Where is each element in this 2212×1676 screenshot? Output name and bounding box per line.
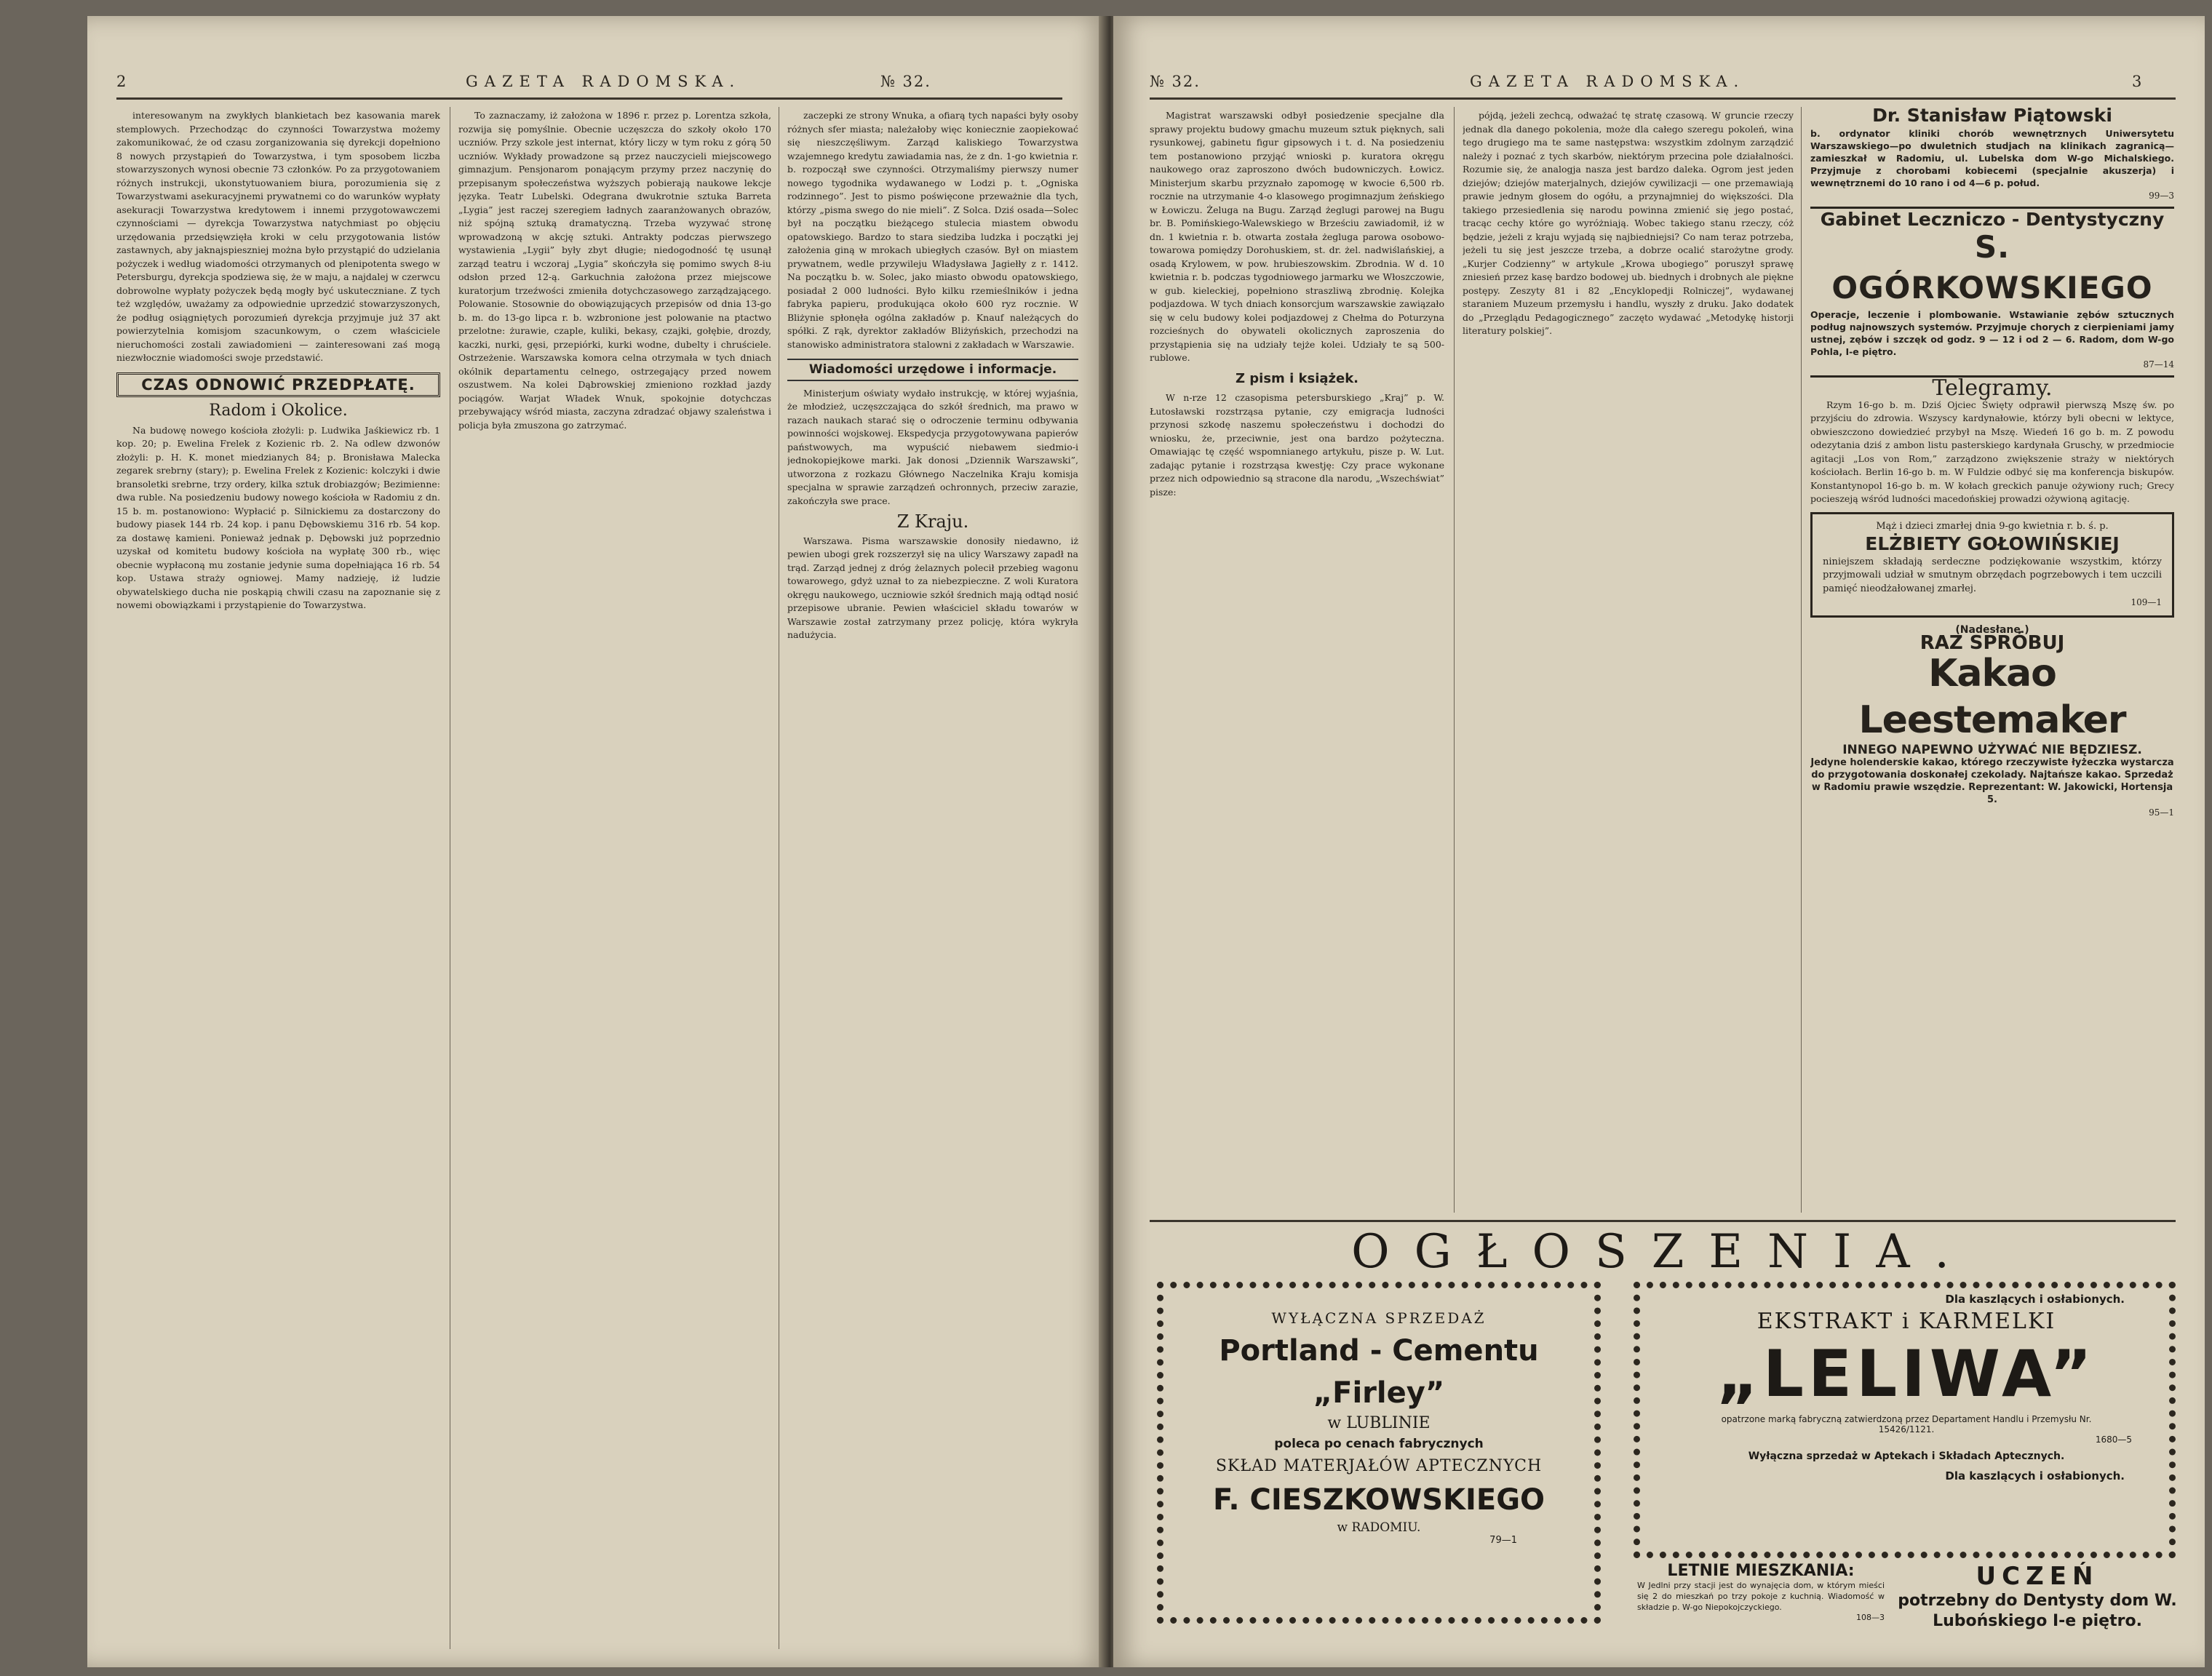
ad-kakao-text: Jedyne holenderskie kakao, którego rzeczywiste łyżeczka wystarcza do przygotowania doskonałej czekolady. Najtańsze kakao. Sprzedaż w Radomiu prawie wszędzie. Reprezentant: W. Jakowicki, Hortensja 5.	[1810, 757, 2174, 805]
ad-portland-city2: w RADOMIU.	[1337, 1520, 1421, 1535]
ad-portland-name: Portland - Cementu „Firley”	[1219, 1334, 1539, 1410]
ad-leliwa-line: EKSTRAKT i KARMELKI	[1757, 1309, 2056, 1334]
ad-kakao-top: (Nadesłane.)	[1955, 623, 2029, 636]
ad-dentist-text: Operacje, leczenie i plombowanie. Wstawianie zębów sztucznych podług najnowszych systemów. Przyjmuje chorych z cierpieniami jamy ustnej, zębów i szczęk od godz. 9 — 12 i od 2 — 6. Radom, dom W-go Pohla, I-e piętro.	[1810, 308, 2174, 357]
column-rule	[1454, 107, 1455, 1213]
page-number: 3	[2132, 73, 2142, 90]
section-heading: Z Kraju.	[896, 511, 969, 532]
article-text: To zaznaczamy, iż założona w 1896 r. przez p. Lorentza szkoła, rozwija się pomyślnie. Obecnie uczęszcza do szkoły około 170 uczniów. Przy szkole jest internat, który liczy w tym roku z górą 50 uczniów. Wykłady prowadzone są przez nauczycieli miejscowego gimnazjum. Pensjonarom ponającym przymy przez naczynię do przepisanym społeczeństwa wyższych pobierają naukowe lekcje języka. Teatr Lubelski. Odegrana dwukrotnie sztuka Barreta „Lygia” jest raczej szeregiem ładnych zaaranżowanych obrazów, niż spójną sztuką dramatyczną. Trzeba wyzywać stronę wprowadzoną w akcję sztuki. Antrakty podczas pierwszego wystawienia „Lygii” były zbyt długie; niedogodność tę usunął zarząd teatru i wczoraj „Lygia” skończyła się pomimo swych 8-iu odsłon przed 12-ą. Garkuchnia założona przez miejscowe kuratorjum trzeźwości zmieniła dotychczasowego zarządzającego. Polowanie. Stosownie do obowiązujących przepisów od dnia 13-go b. m. do 13-go lipca r. b. wzbronione jest polowanie na ptactwo przelotne: żurawie, czaple, kuliki, bekasy, czajki, gołębie, drozdy, kaczki, nurki, gęsi, przepiórki, kurki wodne, dubelty i chruściele. Ostrzeżenie. Warszawska komora celna otrzymała w tych dniach okólnik departamentu celnego, ostrzegający przed nowem oszustwem. Na kolei Dąbrowskiej zmieniono rozkład jazdy pociągów. Warjat Władek Wnuk, spokojnie dotychczas przebywający wśród miasta, zaczyna zdradzać objawy szaleństwa i policja była zmuszona go zatrzymać.	[458, 110, 771, 431]
ad-portland-line2: poleca po cenach fabrycznych	[1274, 1437, 1484, 1451]
issue-number: № 32.	[880, 73, 931, 90]
ad-dentist-name: S. OGÓRKOWSKIEGO	[1831, 228, 2153, 306]
article-text: Rzym 16-go b. m. Dziś Ojciec Święty odprawił pierwszą Mszę św. po przyjściu do zdrowia. Wszyscy kardynałowie, którzy byli obecni w lektyce, obwieszczono dowiedzieć przybył na Mszę. Wiedeń 16 go b. m. Z powodu odezytania dziś z ambon listu pasterskiego kardynała Gruschy, w przedmiocie agitacji „Los von Rom,” zarządzono zwiększenie straży w niektórych kościołach. Berlin 16-go b. m. W Fuldzie odbyć się ma konferencja biskupów. Konstantynopol 16-go b. m. W kołach greckich panuje ożywiony ruch; Grecy pocieszeją wśród ludności macedońskiej prowadzi ożywioną agitację.	[1810, 399, 2174, 504]
ad-code: 1680—5	[2095, 1434, 2132, 1445]
ad-portland-line: WYŁĄCZNA SPRZEDAŻ	[1271, 1309, 1487, 1327]
ad-kakao-line: INNEGO NAPEWNO UŻYWAĆ NIE BĘDZIESZ.	[1842, 742, 2142, 757]
issue-number: № 32.	[1150, 73, 1201, 90]
header-rule	[1150, 97, 2176, 100]
column-2	[458, 109, 771, 1651]
ad-doctor-text: b. ordynator kliniki chorób wewnętrznych Uniwersytetu Warszawskiego—po dwuletnich studjach na klinikach zagranicą—zamieszkał w Radomiu, ul. Lubelska dom W-go Michalskiego. Przyjmuje z chorobami kobiecemi (specjalnie akuszerja) i wewnętrznemi do 10 rano i od 4—6 p. połud.	[1810, 127, 2174, 188]
ad-portland-city: w LUBLINIE	[1327, 1414, 1431, 1432]
column-3	[787, 109, 1078, 1651]
ad-leliwa-text: opatrzone marką fabryczną zatwierdzoną przez Departament Handlu i Przemysłu Nr. 15426/1121.	[1721, 1414, 2092, 1434]
ad-leliwa-bottom: Dla kaszlących i osłabionych.	[1945, 1469, 2125, 1483]
article-text: Ministerjum oświaty wydało instrukcję, w której wyjaśnia, że młodzież, uczęszczająca do szkół średnich, ma prawo w razach naukach starać się o odroczenie terminu odbywania powinności wojskowej. Ekspedycja przygotowywana papierów państwowych, ma wypuścić niebawem siedmio-i jednokopiejkowe marki. Jak donosi „Dziennik Warszawski”, utworzona z rozkazu Głównego Naczelnika Kraju komisja specjalna w sprawie zarządzeń ochronnych, przeciw zarazie, zakończyła swe prace.	[787, 387, 1078, 506]
article-text: Warszawa. Pisma warszawskie donosiły niedawno, iż pewien ubogi grek rozszerzył się na ulicy Warszawy zapadł na trąd. Zarząd jednej z dróg żelaznych polecił przebieg wagonu towarowego, gdyż uznał to za niebezpieczne. Z woli Kuratora okręgu naukowego, uczniowie szkół średnich mają odtąd nosić przepisowe ubranie. Pewien właściciel składu towarów w Warszawie został zatrzymany przez policję, która wykryła nadużycia.	[787, 535, 1078, 640]
ad-code: 87—14	[2143, 359, 2174, 370]
ad-apprentice-title: UCZEŃ	[1976, 1562, 2099, 1591]
advertisements-heading: OGŁOSZENIA.	[1351, 1225, 1974, 1279]
subscription-banner: CZAS ODNOWIĆ PRZEDPŁATĘ.	[116, 372, 440, 398]
column-2	[1463, 109, 1794, 1215]
column-3	[1810, 106, 2174, 1212]
section-rule	[1150, 1220, 2176, 1222]
article-text: Na budowę nowego kościoła złożyli: p. Ludwika Jaśkiewicz rb. 1 kop. 20; p. Ewelina Frelek z Kozienic rb. 2. Na odlew dzwonów złożyli: p. H. K. monet miedzianych 84; p. Bronisława Malecka zegarek srebrny (stary); p. Ewelina Frelek z Kozienic: kolczyki i dwie bransoletki srebrne, trzy ordery, kilka sztuk drobiazgów; Bezimienne: dwa ruble. Na posiedzeniu budowy nowego kościoła w Radomiu z dn. 15 b. m. postanowiono: Wypłacić p. Silnickiemu za dostarczony do budowy piasek 144 rb. 24 kop. i panu Dębowskiemu 316 rb. 54 kop. za dostawę kamieni. Ponieważ jednak p. Dębowski już poprzednio uzyskał od komitetu budowy kościoła na wypłatę 300 rb., więc obecnie wypłaconą mu zostanie jedynie suma dopełniająca 16 rb. 54 kop. Ustawa straży ogniowej. Mamy nadzieję, iż ludzie obywatelskiego ducha nie poskąpią chwili czasu na zapoznanie się z nowemi obowiązkami i przystąpienie do Towarzystwa.	[116, 424, 440, 610]
left-page	[87, 16, 1106, 1667]
column-1	[116, 109, 440, 1651]
obituary-text: niniejszem składają serdeczne podziękowanie wszystkim, którzy przyjmowali udział w smutnym obrzędach pogrzebowych i tem uczcili pamięć nieodżałowanej zmarłej.	[1823, 556, 2162, 594]
ad-code: 108—3	[1856, 1613, 1885, 1622]
right-page	[1113, 16, 2205, 1667]
ad-doctor-name: Dr. Stanisław Piątowski	[1872, 106, 2112, 126]
ad-apprentice-text: potrzebny do Dentysty dom W. Lubońskiego I-e piętro.	[1898, 1592, 2177, 1630]
ad-summer-title: LETNIE MIESZKANIA:	[1667, 1562, 1855, 1580]
ad-portland-line3: SKŁAD MATERJAŁÓW APTECZNYCH	[1215, 1457, 1543, 1475]
masthead: GAZETA RADOMSKA.	[466, 73, 741, 90]
column-rule	[1801, 107, 1802, 1213]
ad-leliwa-top: Dla kaszlących i osłabionych.	[1945, 1293, 2125, 1306]
article-text: interesowanym na zwykłych blankietach bez kasowania marek stemplowych. Przechodząc do czynności Towarzystwa możemy zakomunikować, że od czasu zorganizowania się dyrekcji dopełniono 8 nowych przystąpień do Towarzystwa, i tym sposobem liczba stowarzyszonych wynosi obecnie 73 członków. Po za przygotowaniem różnych instrukcji, ukonstytuowaniem biura, porozumienia się z Towarzystwami asekuracyjnemi prywatnemi co do warunków wypłaty asekuracji Towarzystwa kredytowem i innemi przygotowawczemi czynnościami — dyrekcja Towarzystwa natychmiast po objęciu urzędowania przedsięwzięła kroki w celu przygotowania listów zastawnych, aby jaknajspieszniej można było przystąpić do udzielania pożyczek i według wiadomości otrzymanych od plenipotenta swego w Petersburgu, dyrekcja spodziewa się, że w maju, a najdalej w czerwcu dobrowolne wypłaty pożyczek będą mogły być uskuteczniane. Z tych też względów, uważamy za odpowiednie uprzedzić stowarzyszonych, że podług osiągniętych porozumień dyrekcja przyjmuje już 37 akt powierzytelnia komisjom szacunkowym, o czem właściciele nieruchomości zostali zawiadomieni — zainteresowani zaś mogą niezwłocznie wiadomości swoje przedstawić.	[116, 110, 440, 363]
article-text: zaczepki ze strony Wnuka, a ofiarą tych napaści były osoby różnych sfer miasta; należałoby więc koniecznie zaopiekować się nieszczęśliwym. Zarząd kaliskiego Towarzystwa wzajemnego kredytu zawiadamia nas, że z dn. 1-go kwietnia r. b. rozpoczął swe czynności. Otrzymaliśmy pierwszy numer nowego tygodnika wydawanego w Lodzi p. t. „Ogniska rodzinnego”. Jest to pismo poświęcone przeważnie dla tych, którzy „pisma swego do nie mieli”. Z Solca. Dziś osada—Solec był na początku bieżącego stulecia miastem obwodu opatowskiego. Bardzo to stara siedziba ludzka i początki jej założenia giną w mrokach ubiegłych czasów. Był on miastem prywatnem, wedle przywileju Władysława Jagiełły z r. 1412. Na początku b. w. Solec, jako miasto obwodu opatowskiego, posiadał 2 000 ludności. Było kilku rzemieślników i jedna fabryka papieru, produkująca około 600 ryz rocznie. W Bliżynie spłonęła ogólna zakładów p. Knauf należących do spółki. Z rąk, dyrektor zakładów Bliżyńskich, przechodzi na stanowisko administratora stalowni z zakładach w Warszawie.	[787, 110, 1078, 350]
article-text: W n-rze 12 czasopisma petersburskiego „Kraj” p. W. Łutosławski rozstrząsa pytanie, czy emigracja ludności przynosi szkodę naszemu społeczeństwu i dochodzi do wniosku, że, przeciwnie, jest ona bardzo pożyteczna. Omawiając tę część wspomnianego artykułu, pisze p. W. Lut. zadając pytanie i rozstrząsa kwestję: Czy prace wykonane przez nich odpowiednio są stracone dla narodu, „Wszechświat” pisze:	[1150, 392, 1444, 498]
ad-summer-flats	[1637, 1562, 1885, 1653]
section-heading: Wiadomości urzędowe i informacje.	[787, 359, 1078, 381]
ad-leliwa-name: „LELIWA”	[1716, 1336, 2096, 1411]
obituary-line: Mąż i dzieci zmarłej dnia 9-go kwietnia r. b. ś. p.	[1876, 520, 2109, 532]
obituary-box	[1810, 512, 2174, 618]
ad-portland-owner: F. CIESZKOWSKIEGO	[1212, 1483, 1545, 1517]
ad-kakao-name: Kakao Leestemaker	[1858, 651, 2126, 742]
ad-dentist-title: Gabinet Leczniczo - Dentystyczny	[1820, 209, 2165, 230]
ad-kakao-sprobuj: RAZ SPRÓBUJ	[1919, 632, 2065, 654]
ad-code: 99—3	[2149, 190, 2174, 201]
ad-apprentice	[1895, 1562, 2179, 1653]
page-number: 2	[116, 73, 127, 90]
article-text: pójdą, jeżeli zechcą, odważać tę stratę czasową. W gruncie rzeczy jednak dla danego pokolenia, może dla całego szeregu pokoleń, wina tego drugiego ma te same następstwa: wszystkim zdolnym zarządzić należy i poznać z tych skarbów, niektórym przecina pole działalności. Rozumie się, że analogja nasza jest bardzo daleka. Ogrom jest jeden dziejów; dziejów materjalnych, dziejów cywilizacji — one przemawiają prawie jednym głosem do ogółu, a przynajmniej do większości. Dla takiego przesiedlenia się narodu powinna zmienić się jego postać, tracąc cechy które go wyróżniają. Wobec takiego stanu rzeczy, cóż będzie, jeżeli z kraju wyjadą się najbiedniejsi? Co nam teraz potrzeba, jeżeli tu się jest jeszcze trzeba, a dobrze ocalić starożytne grody. „Kurjer Codzienny” w artykule „Krowa ubogiego” poruszył sprawę zniesień przez kasę bardzo bodowej ub. biednych i drobnych ale piękne postępy. Zeszyty 81 i 82 „Encyklopedji Rolniczej”, wydawanej staraniem Muzeum przemysłu i handlu, wyszły z druku. Jako dodatek do „Przeglądu Pedagogicznego” zaczęto wydawać „Metodykę historji literatury polskiej”.	[1463, 110, 1794, 336]
ad-summer-text: W Jedlni przy stacji jest do wynajęcia dom, w którym mieści się 2 do mieszkań po trzy pokoje z kuchnią. Wiadomość w składzie p. W-go Niepokojczyckiego.	[1637, 1581, 1885, 1612]
ad-portland	[1182, 1304, 1575, 1602]
ad-code: 79—1	[1489, 1535, 1517, 1546]
column-1	[1150, 109, 1444, 1215]
ad-leliwa	[1659, 1293, 2154, 1547]
section-heading: Z pism i książek.	[1235, 370, 1359, 386]
header-rule	[116, 97, 1062, 100]
section-heading: Radom i Okolice.	[209, 402, 348, 420]
section-heading: Telegramy.	[1932, 375, 2053, 401]
ad-code: 95—1	[2149, 807, 2174, 818]
ad-code: 109—1	[2131, 597, 2162, 607]
masthead: GAZETA RADOMSKA.	[1470, 73, 1746, 90]
obituary-name: ELŻBIETY GOŁOWIŃSKIEJ	[1865, 533, 2120, 554]
ad-leliwa-sale: Wyłączna sprzedaż w Aptekach i Składach Aptecznych.	[1748, 1450, 2065, 1462]
article-text: Magistrat warszawski odbył posiedzenie specjalne dla sprawy projektu budowy gmachu muzeum sztuk pięknych, sali rysunkowej, gabinetu figur gipsowych i t. d. Na posiedzeniu tem postanowiono przyjąć wnioski p. kuratora okręgu naukowego oraz zaproszono dwóch budowniczych. Łowicz. Ministerjum skarbu przyznało zapomogę w kwocie 6,500 rb. rocznie na utrzymanie 4-o klasowego progimnazjum żeńskiego w Łowiczu. Żeluga na Bugu. Zarząd żeglugi parowej na Bugu br. B. Pomińskiego-Walewskiego w Brześciu zawiadomił, iż w dn. 1 kwietnia r. b. otwarta została żegluga parowa osobowo-towarowa pomiędzy Dorohuskiem, st. dr. żel. nadwiślańskiej, a osadą Krylowem, w pow. hrubieszowskim. Zbrodnia. W d. 10 kwietnia r. b. podczas tygodniowego jarmarku we Włoszczowie, w gub. kieleckiej, popełniono straszliwą zbrodnię. Kolejka podjazdowa. W tych dniach konsorcjum warszawskie zawiązało się w celu budowy kolei podjazdowej z Chełma do Poturzyna rozcieśnych do obywateli okolicznych zaproszenia do przystąpienia się na udziały tejże kolei. Udziały te są 500-rublowe.	[1150, 110, 1444, 363]
